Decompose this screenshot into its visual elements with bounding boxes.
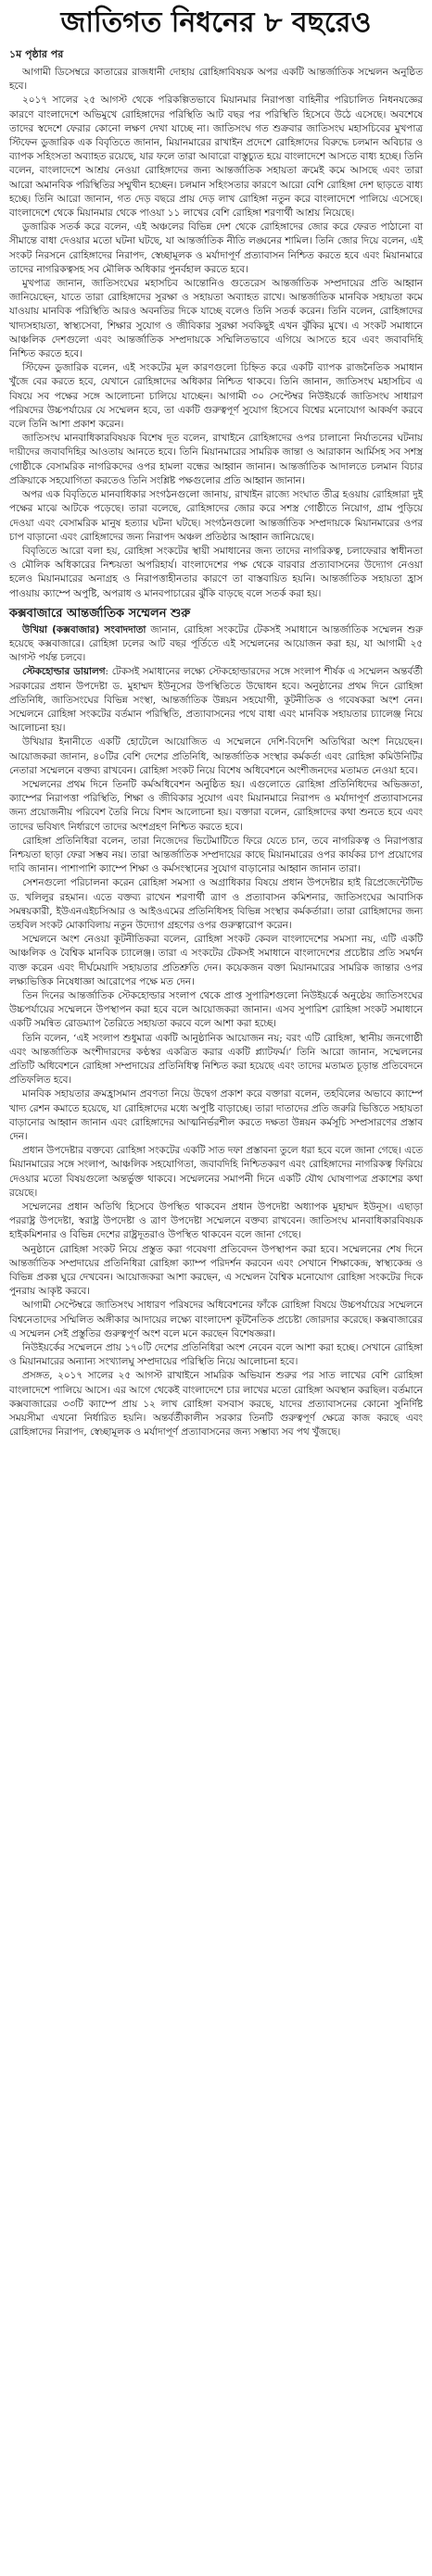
article-body-part-a — [9, 66, 423, 601]
paragraph: বিবৃতিতে আরো বলা হয়, রোহিঙ্গা সংকটের স্থায়ী সমাধানের জন্য তাদের নাগরিকত্ব, চলাফেরার স্বাধীনতা ও মৌলিক অধিকারের নিশ্চয়তা অপরিহার্য। বাংলাদেশের পক্ষ থেকে বারবার প্রত্যাবাসনের উদ্যোগ নেওয়া হলেও মিয়ানমারের অনাগ্রহ ও নিরাপত্তাহীনতার কারণে তা বাস্তবায়িত হয়নি। আন্তর্জাতিক সহায়তা হ্রাস পাওয়ায় ক্যাম্পে অপুষ্টি, অপরাধ ও মানবপাচারের ঝুঁকি বাড়ছে বলে সতর্ক করা হয়। — [9, 545, 423, 599]
paragraph: তিনি বলেন, ‘এই সংলাপ শুধুমাত্র একটি আনুষ্ঠানিক আয়োজন নয়; বরং এটি রোহিঙ্গা, স্থানীয় জনগোষ্ঠী এবং আন্তর্জাতিক অংশীদারদের কণ্ঠস্বর একত্রিত করার একটি প্ল্যাটফর্ম।’ তিনি আরো জানান, সম্মেলনের প্রতিটি অধিবেশনে রোহিঙ্গা সম্প্রদায়ের প্রতিনিধিত্ব নিশ্চিত করা হয়েছে এবং তাদের মতামত চূড়ান্ত প্রতিবেদনে প্রতিফলিত হবে। — [9, 1032, 423, 1087]
paragraph: অপর এক বিবৃতিতে মানবাধিকার সংগঠনগুলো জানায়, রাখাইন রাজ্যে সংঘাত তীব্র হওয়ায় রোহিঙ্গারা দুই পক্ষের মাঝে আটকে পড়েছে। তারা বলেছে, রোহিঙ্গাদের জোর করে সশস্ত্র গোষ্ঠীতে নিয়োগ, গ্রাম পুড়িয়ে দেওয়া এবং বেসামরিক মানুষ হত্যার ঘটনা ঘটছে। সংগঠনগুলো আন্তর্জাতিক সম্প্রদায়কে মিয়ানমারের ওপর চাপ বাড়ানো এবং রোহিঙ্গাদের জন্য নিরাপদ অঞ্চল প্রতিষ্ঠার আহ্বান জানিয়েছে। — [9, 489, 423, 543]
paragraph: সম্মেলনের প্রধান অতিথি হিসেবে উপস্থিত থাকবেন প্রধান উপদেষ্টা অধ্যাপক মুহাম্মদ ইউনূস। এছাড়া পররাষ্ট্র উপদেষ্টা, স্বরাষ্ট্র উপদেষ্টা ও ত্রাণ উপদেষ্টা সম্মেলনে বক্তব্য রাখবেন। জাতিসংঘ মানবাধিকারবিষয়ক হাইকমিশনার ও বিভিন্ন দেশের রাষ্ট্রদূতরাও উপস্থিত থাকবেন বলে জানা গেছে। — [9, 1201, 423, 1241]
paragraph: ডুজারিক সতর্ক করে বলেন, এই অঞ্চলের বিভিন্ন দেশ থেকে রোহিঙ্গাদের জোর করে ফেরত পাঠানো বা সীমান্তে বাধা দেওয়ার মতো ঘটনা ঘটছে, যা আন্তর্জাতিক নীতি লঙ্ঘনের শামিল। তিনি জোর দিয়ে বলেন, এই সংকট নিরসনে রোহিঙ্গাদের নিরাপদ, স্বেচ্ছামূলক ও মর্যাদাপূর্ণ প্রত্যাবাসন নিশ্চিত করতে হবে এবং মিয়ানমারে তাদের নাগরিকত্বসহ সব মৌলিক অধিকার পুনর্বহাল করতে হবে। — [9, 221, 424, 275]
paragraph: নিউইয়র্কের সম্মেলনে প্রায় ১৭০টি দেশের প্রতিনিধিরা অংশ নেবেন বলে আশা করা হচ্ছে। সেখানে রোহিঙ্গা ও মিয়ানমারের অন্যান্য সংখ্যালঘু সম্প্রদায়ের পরিস্থিতি নিয়ে আলোচনা হবে। — [9, 1342, 423, 1368]
paragraph: প্রসঙ্গত, ২০১৭ সালের ২৫ আগস্ট রাখাইনে সামরিক অভিযান শুরুর পর সাত লাখের বেশি রোহিঙ্গা বাংলাদেশে পালিয়ে আসে। এর আগে থেকেই বাংলাদেশে চার লাখের মতো রোহিঙ্গা অবস্থান করছিল। বর্তমানে কক্সবাজারের ৩৩টি ক্যাম্পে প্রায় ১২ লাখ রোহিঙ্গা বসবাস করছে, যাদের প্রত্যাবাসনের কোনো সুনির্দিষ্ট সময়সীমা এখনো নির্ধারিত হয়নি। অন্তর্বর্তীকালীন সরকার তিনটি গুরুত্বপূর্ণ ক্ষেত্রে কাজ করছে এবং রোহিঙ্গাদের নিরাপদ, স্বেচ্ছামূলক ও মর্যাদাপূর্ণ প্রত্যাবাসনের জন্য সম্ভাব্য সব পথ খুঁজছে। — [9, 1370, 423, 1439]
dateline-paragraph — [9, 623, 423, 666]
paragraph: সম্মেলনের প্রথম দিনে তিনটি কর্মঅধিবেশন অনুষ্ঠিত হয়। এগুলোতে রোহিঙ্গা প্রতিনিধিদের অভিজ্ঞতা, ক্যাম্পের নিরাপত্তা পরিস্থিতি, শিক্ষা ও জীবিকার সুযোগ এবং মিয়ানমারে নিরাপদ ও মর্যাদাপূর্ণ প্রত্যাবাসনের জন্য প্রয়োজনীয় পরিবেশ তৈরি নিয়ে বিশদ আলোচনা হয়। বক্তারা বলেন, রোহিঙ্গাদের কথা শুনতে হবে এবং তাদের ভবিষ্যৎ নির্ধারণে তাদের অংশগ্রহণ নিশ্চিত করতে হবে। — [9, 778, 423, 833]
paragraph: জাতিসংঘ মানবাধিকারবিষয়ক বিশেষ দূত বলেন, রাখাইনে রোহিঙ্গাদের ওপর চালানো নির্যাতনের ঘটনায় দায়ীদের জবাবদিহির আওতায় আনতে হবে। তিনি মিয়ানমারের সামরিক জান্তা ও আরাকান আর্মিসহ সব সশস্ত্র গোষ্ঠীকে বেসামরিক নাগরিকদের ওপর হামলা বন্ধের আহ্বান জানান। আন্তর্জাতিক আদালতে চলমান বিচার প্রক্রিয়াকে সহযোগিতা করতেও তিনি সংশ্লিষ্ট পক্ষগুলোর প্রতি আহ্বান জানান। — [9, 433, 423, 486]
continued-from-label: ১ম পৃষ্ঠার পর — [9, 48, 64, 60]
paragraph: স্টিফেন ডুজারিক বলেন, এই সংকটের মূল কারণগুলো চিহ্নিত করে একটি ব্যাপক রাজনৈতিক সমাধান খুঁজে বের করতে হবে, যেখানে রোহিঙ্গাদের অধিকার নিশ্চিত থাকবে। তিনি জানান, জাতিসংঘ মহাসচিব এ বিষয়ে সব পক্ষের সঙ্গে আলোচনা চালিয়ে যাচ্ছেন। আগামী ৩০ সেপ্টেম্বর নিউইয়র্কে জাতিসংঘ সাধারণ পরিষদের উচ্চপর্যায়ের যে সম্মেলন হবে, তা একটি গুরুত্বপূর্ণ সুযোগ হিসেবে বিশ্বের মনোযোগ আকর্ষণ করবে বলে তিনি আশা প্রকাশ করেন। — [9, 362, 423, 431]
section-subhead: কক্সবাজারে আন্তর্জাতিক সম্মেলন শুরু — [9, 606, 191, 621]
paragraph — [9, 665, 423, 735]
paragraph: রোহিঙ্গা প্রতিনিধিরা বলেন, তারা নিজেদের ভিটেমাটিতে ফিরে যেতে চান, তবে নাগরিকত্ব ও নিরাপত্তার নিশ্চয়তা ছাড়া ফেরা সম্ভব নয়। তারা আন্তর্জাতিক সম্প্রদায়ের কাছে মিয়ানমারের ওপর কার্যকর চাপ প্রয়োগের দাবি জানান। পাশাপাশি ক্যাম্পে শিক্ষা ও কর্মসংস্থানের সুযোগ বাড়ানোর আহ্বান জানান তারা। — [9, 835, 423, 875]
paragraph: সেশনগুলো পরিচালনা করেন রোহিঙ্গা সমস্যা ও অগ্রাধিকার বিষয়ে প্রধান উপদেষ্টার হাই রিপ্রেজেন্টেটিভ ড. খলিলুর রহমান। এতে বক্তব্য রাখেন শরণার্থী ত্রাণ ও প্রত্যাবাসন কমিশনার, জাতিসংঘের আবাসিক সমন্বয়কারী, ইউএনএইচসিআর ও আইওএমের প্রতিনিধিসহ বিভিন্ন সংস্থার কর্মকর্তারা। তারা রোহিঙ্গাদের জন্য তহবিল সংকট মোকাবিলায় নতুন উদ্যোগ গ্রহণের ওপর গুরুত্বারোপ করেন। — [9, 877, 423, 931]
paragraph: মুখপাত্র জানান, জাতিসংঘের মহাসচিব আন্তোনিও গুতেরেস আন্তর্জাতিক সম্প্রদায়ের প্রতি আহ্বান জানিয়েছেন, যাতে তারা রোহিঙ্গাদের সুরক্ষা ও সহায়তা অব্যাহত রাখে। আন্তর্জাতিক মানবিক সহায়তা কমে যাওয়ায় মানবিক পরিস্থিতি আরও অবনতির দিকে যাচ্ছে বলেও তিনি সতর্ক করেন। তিনি বলেন, রোহিঙ্গাদের খাদ্যসহায়তা, স্বাস্থ্যসেবা, শিক্ষার সুযোগ ও জীবিকার সুরক্ষা সবকিছুই এখন ঝুঁকির মুখে। এ সংকট সমাধানে আঞ্চলিক দেশগুলো এবং আন্তর্জাতিক সম্প্রদায়কে সম্মিলিতভাবে এগিয়ে আসতে হবে এবং জবাবদিহি নিশ্চিত করতে হবে। — [9, 278, 423, 360]
paragraph: আগামী ডিসেম্বরে কাতারের রাজধানী দোহায় রোহিঙ্গাবিষয়ক অপর একটি আন্তর্জাতিক সম্মেলন অনুষ্ঠিত হবে। — [9, 67, 423, 93]
paragraph: প্রধান উপদেষ্টার বক্তব্যে রোহিঙ্গা সংকটের একটি সাত দফা প্রস্তাবনা তুলে ধরা হবে বলে জানা গেছে। এতে মিয়ানমারের সঙ্গে সংলাপ, আঞ্চলিক সহযোগিতা, জবাবদিহি নিশ্চিতকরণ এবং রোহিঙ্গাদের নাগরিকত্ব ফিরিয়ে দেওয়ার মতো বিষয়গুলো অন্তর্ভুক্ত থাকবে। সম্মেলনের সমাপনী দিনে একটি যৌথ ঘোষণাপত্র প্রকাশের কথা রয়েছে। — [9, 1145, 423, 1199]
headline: জাতিগত নিধনের ৮ বছরেও — [60, 6, 372, 39]
article-body-part-b — [9, 665, 423, 1439]
paragraph: অনুষ্ঠানে রোহিঙ্গা সংকট নিয়ে প্রস্তুত করা গবেষণা প্রতিবেদন উপস্থাপন করা হবে। সম্মেলনের শেষ দিনে আন্তর্জাতিক সম্প্রদায়ের প্রতিনিধিরা রোহিঙ্গা ক্যাম্প পরিদর্শন করবেন এবং সেখানে শিক্ষাকেন্দ্র, স্বাস্থ্যকেন্দ্র ও বিভিন্ন প্রকল্প ঘুরে দেখবেন। আয়োজকরা আশা করছেন, এ সম্মেলন বৈশ্বিক মনোযোগ রোহিঙ্গা সংকটের দিকে পুনরায় আকৃষ্ট করবে। — [9, 1243, 423, 1298]
paragraph: আগামী সেপ্টেম্বরে জাতিসংঘ সাধারণ পরিষদের অধিবেশনের ফাঁকে রোহিঙ্গা বিষয়ে উচ্চপর্যায়ের সম্মেলনে বিশ্বনেতাদের সম্মিলিত অঙ্গীকার আদায়ের লক্ষ্যে বাংলাদেশ কূটনৈতিক প্রচেষ্টা জোরদার করেছে। কক্সবাজারের এ সম্মেলন সেই প্রস্তুতির গুরুত্বপূর্ণ অংশ বলে মনে করছেন বিশেষজ্ঞরা। — [9, 1300, 423, 1339]
dateline-text: জানান, রোহিঙ্গা সংকটের টেকসই সমাধানে আন্তর্জাতিক সম্মেলন শুরু হয়েছে কক্সবাজারে। রোহিঙ্গা ঢলের আট বছর পূর্তিতে এই সম্মেলনের আয়োজন করা হয়, যা আগামী ২৫ আগস্ট পর্যন্ত চলবে। — [9, 623, 423, 664]
inline-subhead: স্টেকহোল্ডার ডায়ালগ — [22, 666, 106, 678]
paragraph: সম্মেলনে অংশ নেওয়া কূটনীতিকরা বলেন, রোহিঙ্গা সংকট কেবল বাংলাদেশের সমস্যা নয়, এটি একটি আঞ্চলিক ও বৈশ্বিক মানবিক চ্যালেঞ্জ। তারা এ সংকটের টেকসই সমাধানে বাংলাদেশের প্রচেষ্টার প্রতি সমর্থন ব্যক্ত করেন এবং দীর্ঘমেয়াদি সহায়তার প্রতিশ্রুতি দেন। কয়েকজন বক্তা মিয়ানমারের সামরিক জান্তার ওপর লক্ষ্যভিত্তিক নিষেধাজ্ঞা আরোপের পক্ষে মত দেন। — [9, 934, 423, 987]
paragraph: উখিয়ার ইনানীতে একটি হোটেলে আয়োজিত এ সম্মেলনে দেশি-বিদেশি অতিথিরা অংশ নিয়েছেন। আয়োজকরা জানান, ৪০টির বেশি দেশের প্রতিনিধি, আন্তর্জাতিক সংস্থার কর্মকর্তা এবং রোহিঙ্গা কমিউনিটির নেতারা সম্মেলনে বক্তব্য রাখবেন। রোহিঙ্গা সংকট নিয়ে বিশেষ অধিবেশনে অংশীজনদের মতামত নেওয়া হবে। — [9, 736, 423, 776]
paragraph: মানবিক সহায়তার ক্রমহ্রাসমান প্রবণতা নিয়ে উদ্বেগ প্রকাশ করে বক্তারা বলেন, তহবিলের অভাবে ক্যাম্পে খাদ্য রেশন কমাতে হয়েছে, যা রোহিঙ্গাদের মধ্যে অপুষ্টি বাড়াচ্ছে। তারা দাতাদের প্রতি জরুরি ভিত্তিতে সহায়তা বাড়ানোর আহ্বান জানান এবং রোহিঙ্গাদের আত্মনির্ভরশীল করতে দক্ষতা উন্নয়ন কর্মসূচি সম্প্রসারণের প্রস্তাব দেন। — [9, 1088, 423, 1143]
paragraph: তিন দিনের আন্তর্জাতিক স্টেকহোল্ডার সংলাপ থেকে প্রাপ্ত সুপারিশগুলো নিউইয়র্কে অনুষ্ঠেয় জাতিসংঘের উচ্চপর্যায়ের সম্মেলনে উপস্থাপন করা হবে বলে আয়োজকরা জানান। এসব সুপারিশ রোহিঙ্গা সংকট সমাধানে একটি সমন্বিত রোডম্যাপ তৈরিতে সহায়তা করবে বলে আশা করা হচ্ছে। — [9, 990, 423, 1030]
paragraph-text: : টেকসই সমাধানের লক্ষ্যে স্টেকহোল্ডারদের সঙ্গে সংলাপ শীর্ষক এ সম্মেলন অন্তর্বর্তী সরকারের প্রধান উপদেষ্টা ড. মুহাম্মদ ইউনূসের উপস্থিতিতে উদ্বোধন হবে। অনুষ্ঠানের প্রথম দিনে রোহিঙ্গা প্রতিনিধি, জাতিসংঘের বিভিন্ন সংস্থা, আন্তর্জাতিক উন্নয়ন সহযোগী, কূটনীতিক ও গবেষকরা অংশ নেন। সম্মেলনে রোহিঙ্গা সংকটের বর্তমান পরিস্থিতি, প্রত্যাবাসনের পথে বাধা এবং মানবিক সহায়তার চ্যালেঞ্জ নিয়ে আলোচনা হয়। — [9, 666, 423, 735]
paragraph: ২০১৭ সালের ২৫ আগস্ট থেকে পরিকল্পিতভাবে মিয়ানমার নিরাপত্তা বাহিনীর পরিচালিত নিধনযজ্ঞের কারণে বাংলাদেশে অভিমুখে রোহিঙ্গাদের পরিস্থিতি আট বছর পর পরিস্থিতি হিসেবে উঠে এসেছে। অবশেষে তাদের স্বদেশে ফেরার কোনো লক্ষণ দেখা যাচ্ছে না। জাতিসংঘ গত শুক্রবার জাতিসংঘ মহাসচিবের মুখপাত্র স্টিফেন ডুজারিক এক বিবৃতিতে জানান, মিয়ানমারের রাখাইন প্রদেশে রোহিঙ্গাদের বিরুদ্ধে চলমান অবিচার ও ব্যাপক সহিংসতা অব্যাহত রয়েছে, যার ফলে তারা আবারো বাস্তুচ্যুত হয়ে বাংলাদেশে আসতে বাধ্য হচ্ছে। তিনি বলেন, বাংলাদেশে আশ্রয় নেওয়া রোহিঙ্গাদের জন্য আন্তর্জাতিক সহায়তা ক্রমেই কমে আসছে এবং তারা আরো অমানবিক পরিস্থিতির সম্মুখীন হচ্ছেন। চলমান সহিংসতার কারণে আরো বেশি রোহিঙ্গা দেশ ছাড়তে বাধ্য হচ্ছে। তিনি আরো জানান, গত দেড় বছরে প্রায় দেড় লাখ রোহিঙ্গা নতুন করে বাংলাদেশে পালিয়ে এসেছে। বাংলাদেশে থেকে মিয়ানমার থেকে পাওয়া ১১ লাখের বেশি রোহিঙ্গা শরণার্থী আশ্রয় নিয়েছে। — [9, 94, 423, 220]
dateline: উখিয়া (কক্সবাজার) সংবাদদাতা — [22, 623, 146, 635]
